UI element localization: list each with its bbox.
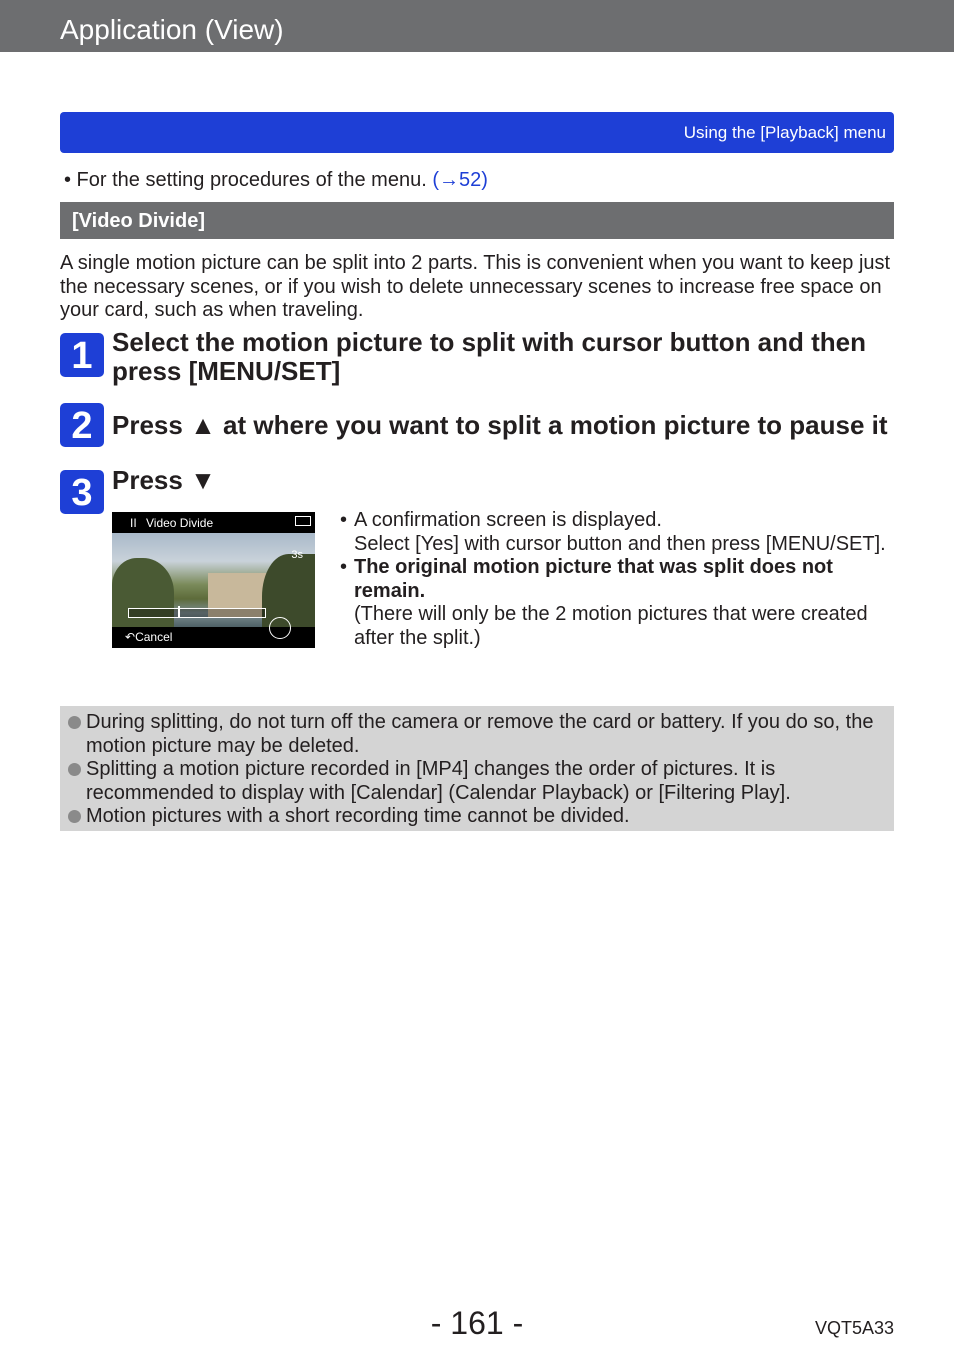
section-title: [Video Divide]: [72, 210, 205, 232]
step-text-2: Press ▲ at where you want to split a motion picture to pause it: [112, 410, 888, 440]
menu-section-bar: [60, 112, 894, 153]
camera-screen-image: [112, 512, 315, 648]
cancel-text: Cancel: [135, 630, 173, 644]
step-text-3: Press ▼: [112, 465, 216, 495]
document-code: VQT5A33: [814, 1318, 894, 1338]
intro-paragraph: A single motion picture can be split into 2 parts. This is convenient when you want to keep just the necessary scenes, or if you wish to delete unnecessary scenes to increase free space on your card, such as when traveling.: [60, 252, 891, 321]
notes-box: [60, 706, 894, 831]
step-text-1: Select the motion picture to split with cursor button and then press [MENU/SET]: [112, 327, 867, 386]
step-number-1: 1: [60, 333, 104, 377]
control-dial-icon: [269, 617, 291, 639]
note-item: During splitting, do not turn off the camera or remove the card or battery. If you do so, the motion picture may be deleted.: [60, 711, 886, 758]
page-header-title: Application (View): [60, 14, 284, 45]
note-item: Splitting a motion picture recorded in [MP4] changes the order of pictures. It is recommended to display with [Calendar] (Calendar Playback) or [Filtering Play].: [60, 758, 886, 805]
bullet-dot: •: [340, 556, 348, 578]
bullet-circle-icon: [68, 810, 81, 823]
elapsed-time: 3s: [291, 549, 303, 561]
page-number: - 161 -: [430, 1305, 524, 1341]
step3-bullets: [340, 509, 896, 650]
screen-header: [112, 512, 315, 533]
step-number-2: 2: [60, 403, 104, 447]
bullet-confirmation: [340, 509, 896, 556]
cancel-label: [125, 630, 172, 644]
return-icon: ↶: [125, 630, 136, 644]
bullet-confirmation-line2: Select [Yes] with cursor button and then press [MENU/SET].: [354, 532, 886, 555]
note-item: Motion pictures with a short recording time cannot be divided.: [60, 805, 886, 829]
setting-note-text: • For the setting procedures of the menu.: [64, 169, 433, 191]
bullet-dot: •: [340, 509, 348, 531]
bullet-original-note: (There will only be the 2 motion pictures that were created after the split.): [354, 603, 868, 649]
menu-section-label: Using the [Playback] menu: [683, 123, 886, 142]
section-heading-bar: [60, 202, 894, 239]
battery-icon: [295, 516, 311, 526]
bullet-circle-icon: [68, 763, 81, 776]
screen-footer: [112, 627, 315, 648]
bullet-original-removed: [340, 556, 896, 650]
bullet-original-bold: The original motion picture that was split does not remain.: [354, 556, 833, 602]
split-progress-bar: [128, 608, 266, 618]
bullet-circle-icon: [68, 716, 81, 729]
top-header-bar: [0, 0, 954, 52]
bullet-confirmation-line1: A confirmation screen is displayed.: [354, 509, 662, 531]
step-number-3: 3: [60, 470, 104, 514]
pause-icon: II: [130, 516, 137, 530]
split-position-marker: [178, 606, 180, 618]
page-reference-link[interactable]: (→52): [432, 169, 488, 191]
screen-title: Video Divide: [146, 516, 214, 530]
setting-note: [64, 168, 488, 192]
